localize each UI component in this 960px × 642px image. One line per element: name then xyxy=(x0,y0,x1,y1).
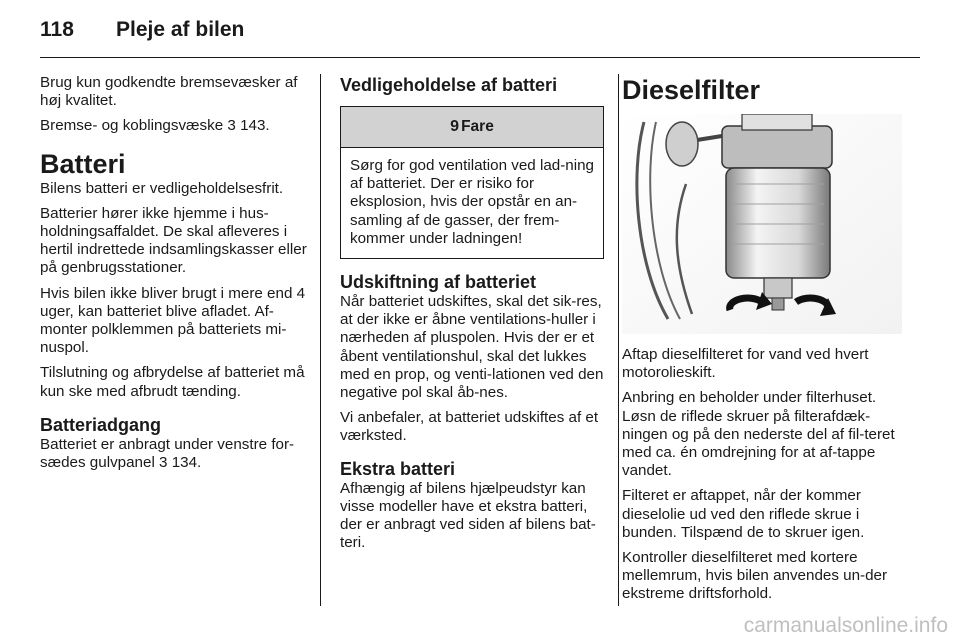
page-number: 118 xyxy=(40,18,74,41)
paragraph: Kontroller dieselfilteret med kortere mellemrum, hvis bilen anvendes un-der ekstreme driftsforhold. xyxy=(622,549,888,603)
paragraph: Anbring en beholder under filterhuset. Løsn de riflede skruer på filterafdæk-ningen og på den nederste del af fil-teret med ca. én omdrejning for at af-tappe vandet. xyxy=(622,389,895,480)
column-middle xyxy=(340,74,604,559)
paragraph-with-ref: Batteriet er anbragt under venstre for-sædes gulvpanel 3 134. xyxy=(40,435,295,472)
paragraph: Bilens batteri er vedligeholdelsesfrit. xyxy=(40,179,284,197)
warning-label: Fare xyxy=(461,118,494,135)
paragraph: Brug kun godkendte bremsevæsker af høj kvalitet. xyxy=(40,74,298,110)
column-left xyxy=(40,74,308,479)
paragraph: Tilslutning og afbrydelse af batteriet må kun ske med afbrudt tænding. xyxy=(40,364,305,400)
column-right xyxy=(622,74,906,611)
page-title: Pleje af bilen xyxy=(116,18,245,41)
subsection-heading: Udskiftning af batteriet xyxy=(340,272,537,293)
paragraph: Når batteriet udskiftes, skal det sik-res, at der ikke er åbne ventilations-huller i nærheden af pluspolen. Hvis der er et åbent ventilationshul, skal det lukkes med en prop, og venti-lationen ved den negative pol skal åb-nes. xyxy=(340,293,604,402)
paragraph: Afhængig af bilens hjælpeudstyr kan visse modeller have et ekstra batteri, der er anbragt ved siden af bilens bat-teri. xyxy=(340,479,596,552)
warning-icon: 9 xyxy=(450,118,460,135)
arrow-icon: 3 xyxy=(159,454,168,472)
section-heading: Batteri xyxy=(40,148,126,179)
diesel-filter-illustration xyxy=(622,114,902,334)
paragraph: Vi anbefaler, at batteriet udskiftes af et værksted. xyxy=(340,409,599,445)
paragraph: Aftap dieselfilteret for vand ved hvert motorolieskift. xyxy=(622,346,869,382)
arrow-icon: 3 xyxy=(227,117,236,135)
paragraph: Filteret er aftappet, når der kommer dieselolie ud ved den riflede skrue i bunden. Tilspænd de to skruer igen. xyxy=(622,487,865,541)
subsection-heading: Batteriadgang xyxy=(40,414,162,435)
warning-text: Sørg for god ventilation ved lad-ning af batteriet. Der er risiko for eksplosion, hvis der opstår en an-samling af de gasser, der frem-kommer under ladningen! xyxy=(350,157,594,247)
paragraph-with-ref: Bremse- og koblingsvæske 3 143. xyxy=(40,117,270,135)
warning-header xyxy=(341,107,603,148)
column-divider xyxy=(320,74,321,606)
header-rule xyxy=(40,57,920,58)
paragraph: Batterier hører ikke hjemme i hus-holdningsaffaldet. De skal afleveres i hertil indrettede indsamlingskasser eller på genbrugsstationer. xyxy=(40,204,307,277)
watermark: carmanualsonline.info xyxy=(743,614,948,637)
paragraph: Hvis bilen ikke bliver brugt i mere end 4 uger, kan batteriet blive afladet. Af-monter polklemmen på batteriets mi-nuspol. xyxy=(40,284,306,357)
page-reference: 134. xyxy=(167,454,202,472)
subsection-heading: Ekstra batteri xyxy=(340,458,456,479)
section-heading: Dieselfilter xyxy=(622,75,761,105)
warning-box xyxy=(340,106,604,259)
page-reference: 143. xyxy=(235,117,270,135)
column-divider xyxy=(618,74,619,606)
subsection-heading: Vedligeholdelse af batteri xyxy=(340,75,558,95)
